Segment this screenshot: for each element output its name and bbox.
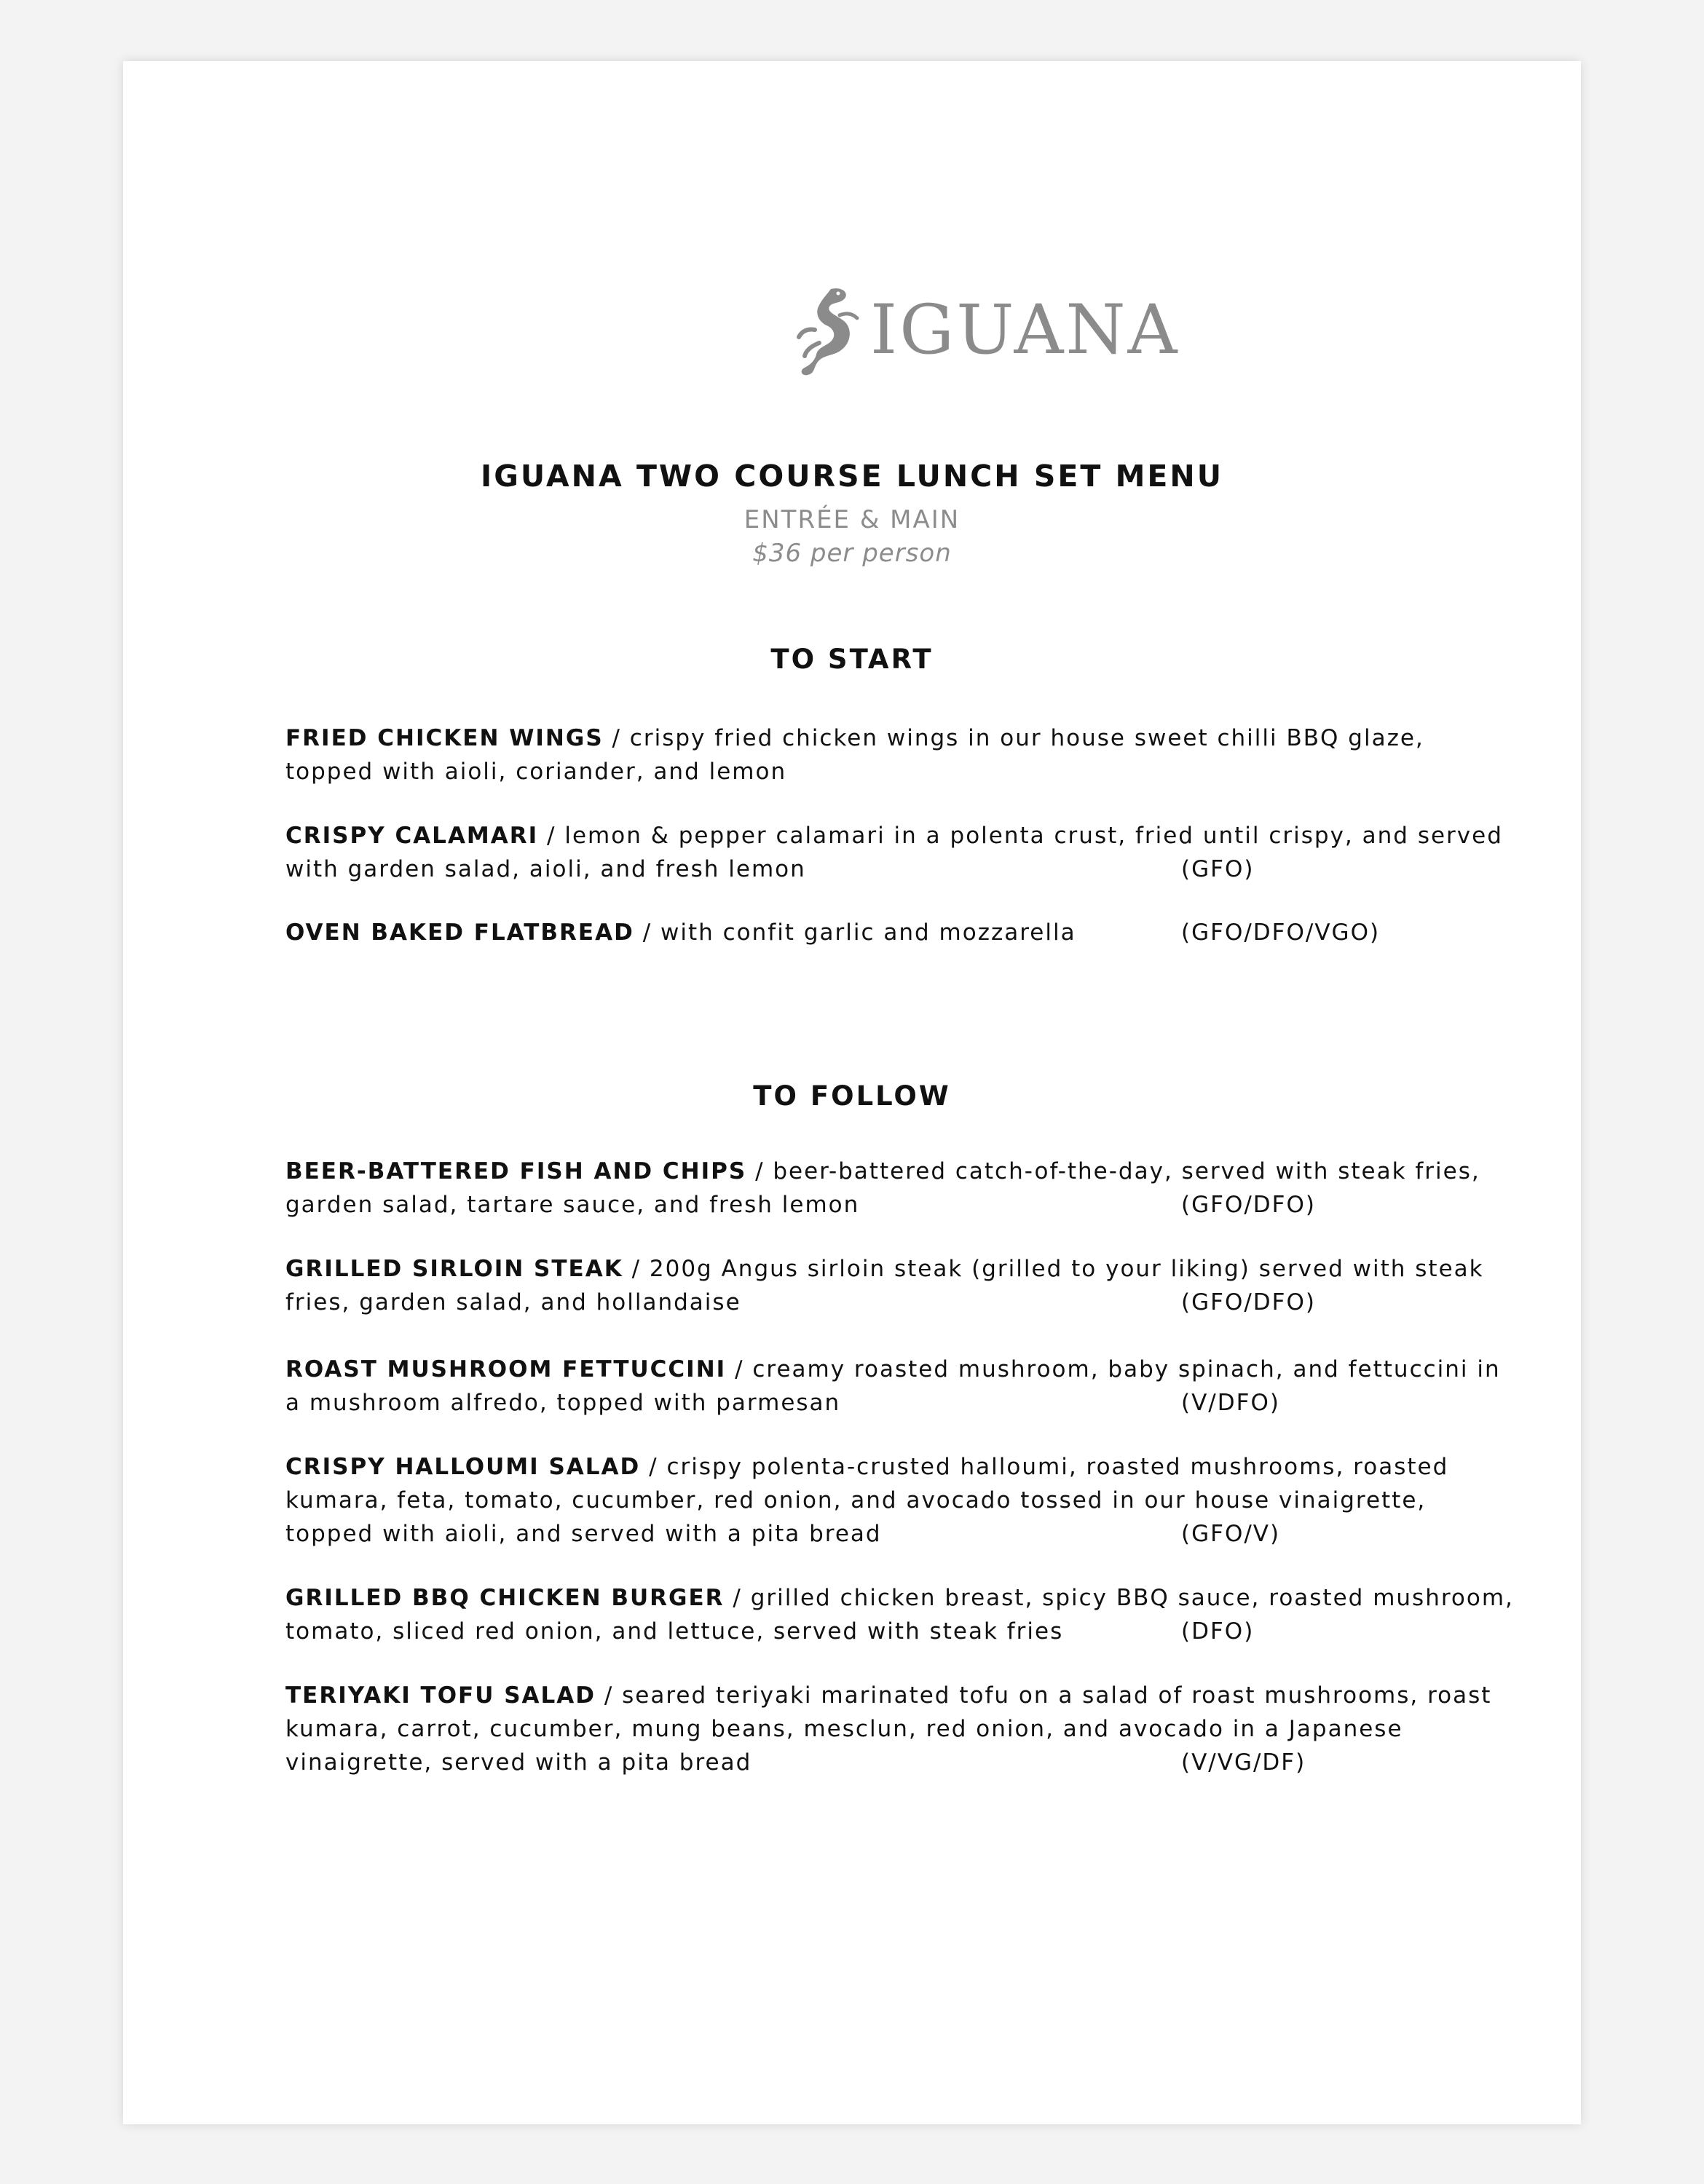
item-description: topped with aioli, coriander, and lemon [285, 759, 787, 785]
menu-item [285, 1252, 1484, 1319]
item-description: / crispy fried chicken wings in our house sweet chilli BBQ glaze, [612, 725, 1424, 751]
item-line [285, 819, 1503, 852]
item-line [285, 721, 1451, 755]
menu-item [285, 1353, 1501, 1420]
item-description: kumara, carrot, cucumber, mung beans, mesclun, red onion, and avocado in a Japanese [285, 1716, 1403, 1742]
item-name: TERIYAKI TOFU SALAD [285, 1682, 596, 1709]
dietary-tag: (V/DFO) [1181, 1390, 1280, 1416]
menu-price: $36 per person [752, 539, 952, 568]
menu-item [285, 1155, 1480, 1222]
item-line [285, 1581, 1514, 1615]
item-line [285, 916, 1451, 949]
menu-item [285, 721, 1451, 788]
item-line [285, 755, 1451, 788]
menu-item [285, 1581, 1514, 1648]
item-description: / beer-battered catch-of-the-day, served with steak fries, [755, 1158, 1480, 1184]
item-line [285, 1484, 1451, 1517]
item-description: a mushroom alfredo, topped with parmesan [285, 1390, 841, 1416]
menu-page [123, 61, 1581, 2124]
item-description: / with confit garlic and mozzarella [642, 919, 1076, 946]
item-line [285, 1386, 1451, 1420]
item-name: ROAST MUSHROOM FETTUCCINI [285, 1356, 727, 1382]
dietary-tag: (GFO/DFO/VGO) [1181, 919, 1381, 946]
item-name: BEER-BATTERED FISH AND CHIPS [285, 1158, 747, 1184]
item-line [285, 1252, 1484, 1286]
menu-item [285, 1450, 1451, 1551]
item-description: / creamy roasted mushroom, baby spinach, and fettuccini in [735, 1356, 1501, 1382]
item-description: / lemon & pepper calamari in a polenta crust, fried until crispy, and served [547, 823, 1503, 849]
dietary-tag: (DFO) [1181, 1618, 1255, 1645]
brand-name: IGUANA [870, 290, 1180, 370]
dietary-tag: (GFO/V) [1181, 1521, 1281, 1547]
item-line [285, 1450, 1451, 1484]
menu-subtitle: ENTRÉE & MAIN [743, 505, 961, 534]
item-line [285, 1615, 1451, 1648]
item-description: with garden salad, aioli, and fresh lemon [285, 856, 806, 882]
item-name: CRISPY HALLOUMI SALAD [285, 1454, 641, 1480]
item-description: fries, garden salad, and hollandaise [285, 1289, 741, 1315]
item-line [285, 1155, 1480, 1188]
dietary-tag: (GFO/DFO) [1181, 1289, 1316, 1315]
dietary-tag: (GFO/DFO) [1181, 1192, 1316, 1218]
item-description: / grilled chicken breast, spicy BBQ sauce, roasted mushroom, [733, 1585, 1514, 1611]
section-heading-to-start: TO START [770, 644, 934, 675]
iguana-lizard-icon [786, 283, 873, 378]
menu-item [285, 916, 1451, 949]
item-line [285, 1286, 1451, 1319]
dietary-tag: (V/VG/DF) [1181, 1749, 1306, 1776]
dietary-tag: (GFO) [1181, 856, 1255, 882]
section-heading-to-follow: TO FOLLOW [753, 1080, 951, 1112]
menu-item [285, 1679, 1492, 1779]
item-name: FRIED CHICKEN WINGS [285, 725, 604, 751]
item-line [285, 1517, 1451, 1551]
item-line [285, 1679, 1492, 1712]
item-name: OVEN BAKED FLATBREAD [285, 919, 634, 946]
item-description: topped with aioli, and served with a pita bread [285, 1521, 882, 1547]
menu-item [285, 819, 1503, 886]
item-name: GRILLED SIRLOIN STEAK [285, 1256, 623, 1282]
item-line [285, 1353, 1501, 1386]
item-description: vinaigrette, served with a pita bread [285, 1749, 752, 1776]
item-description: tomato, sliced red onion, and lettuce, served with steak fries [285, 1618, 1064, 1645]
item-line [285, 1188, 1451, 1222]
item-description: garden salad, tartare sauce, and fresh lemon [285, 1192, 860, 1218]
item-name: GRILLED BBQ CHICKEN BURGER [285, 1585, 725, 1611]
menu-title: IGUANA TWO COURSE LUNCH SET MENU [480, 459, 1224, 494]
item-description: kumara, feta, tomato, cucumber, red onion, and avocado tossed in our house vinaigrette, [285, 1487, 1427, 1514]
iguana-logo [786, 283, 1180, 378]
item-description: / seared teriyaki marinated tofu on a salad of roast mushrooms, roast [604, 1682, 1492, 1709]
item-description: / 200g Angus sirloin steak (grilled to your liking) served with steak [631, 1256, 1484, 1282]
item-line [285, 1746, 1451, 1779]
item-description: / crispy polenta-crusted halloumi, roasted mushrooms, roasted [649, 1454, 1449, 1480]
item-line [285, 1712, 1451, 1746]
item-name: CRISPY CALAMARI [285, 823, 539, 849]
item-line [285, 852, 1451, 886]
